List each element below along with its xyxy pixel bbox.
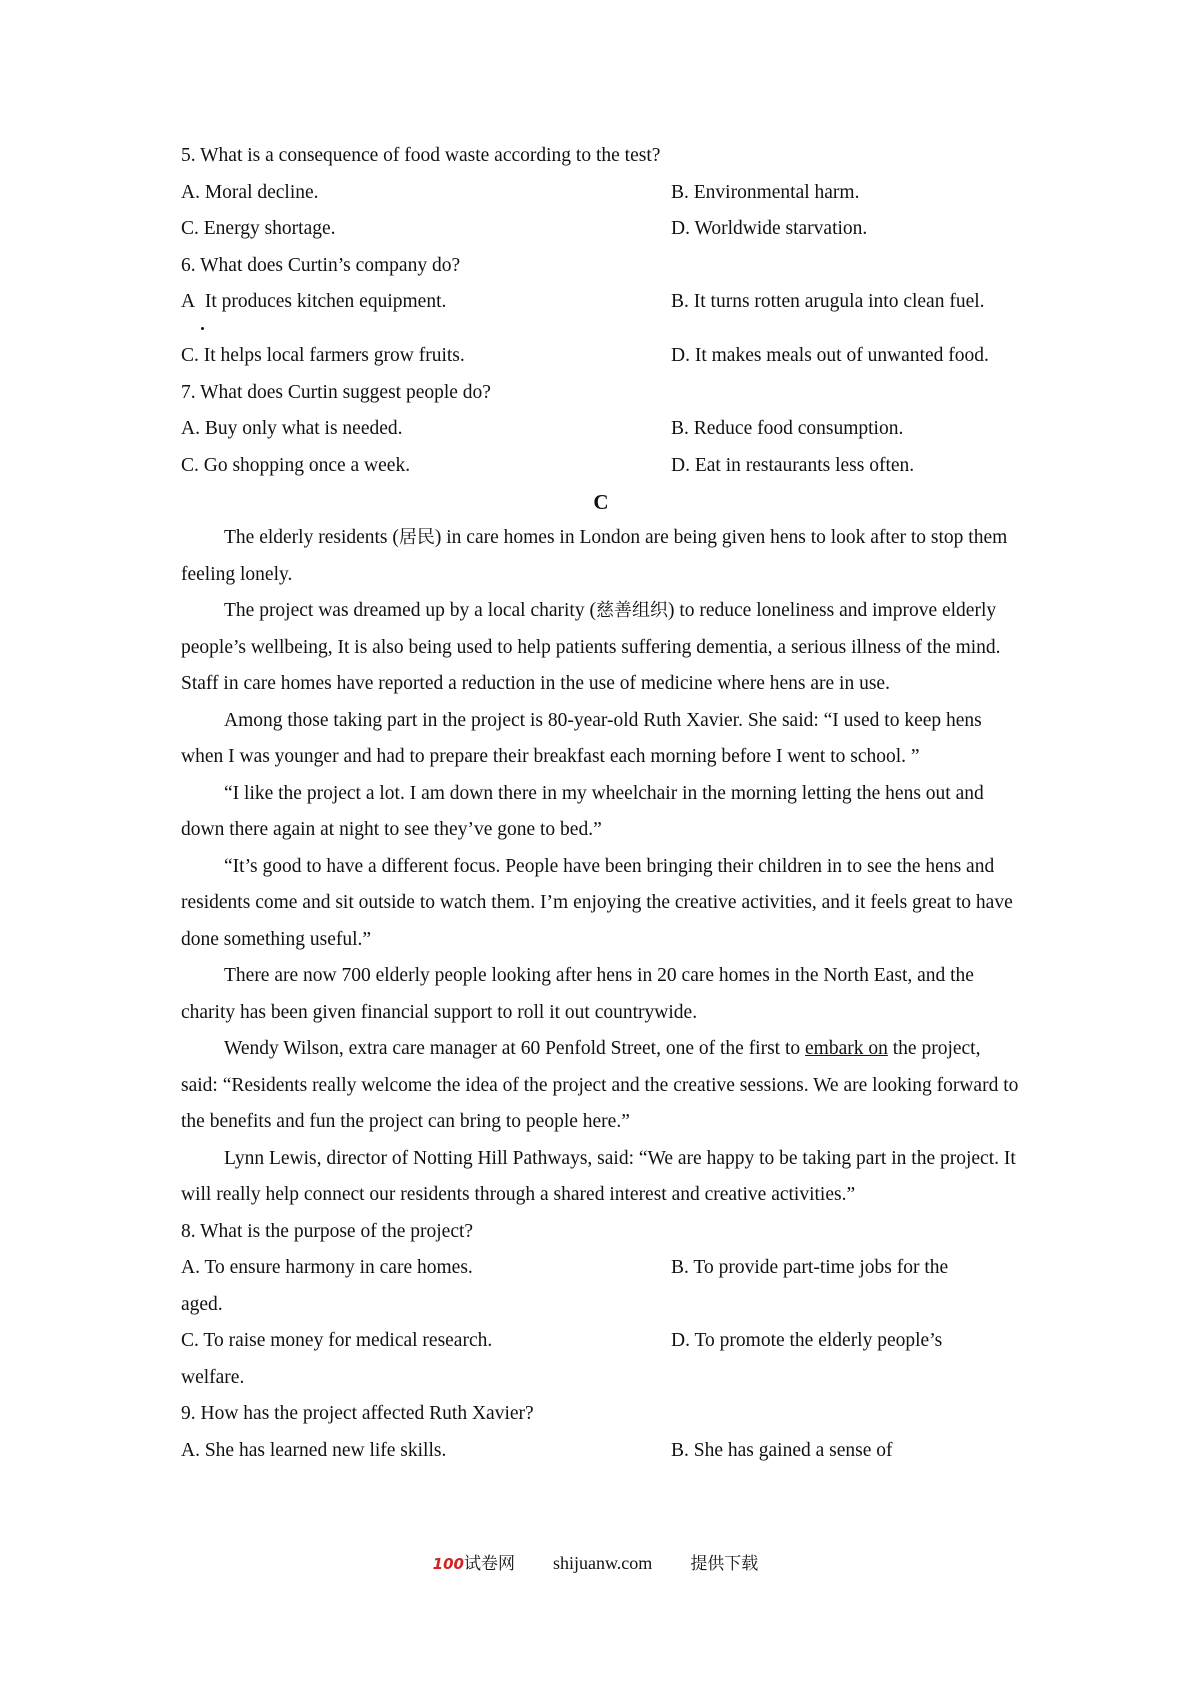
p1-chinese-gloss: 居民 [398,527,435,548]
passage-paragraph-5: “It’s good to have a different focus. People have been bringing their children in to see the hens and residents come and sit outside to watch them. I’m enjoying the creative activities, and it feels great to have done something useful.” [181,855,1013,950]
question-5-options-row-2 [181,211,1021,248]
question-5-option-b: B. Environmental harm. [671,181,860,203]
question-9-stem: 9. How has the project affected Ruth Xavier? [181,1403,534,1424]
question-6-option-c: C. It helps local farmers grow fruits. [181,345,465,366]
question-7-option-a: A. Buy only what is needed. [181,418,403,439]
question-9-option-a: A. She has learned new life skills. [181,1439,447,1461]
question-6-option-d: D. It makes meals out of unwanted food. [671,345,989,366]
question-8-option-c: C. To raise money for medical research. [181,1330,493,1351]
question-5-stem: 5. What is a consequence of food waste according to the test? [181,145,661,166]
question-5-option-a: A. Moral decline. [181,181,319,203]
p2-text-b: ) to reduce loneliness and improve elderly people’s wellbeing, It is also being used to help patients suffering dementia, a serious illness of the mind. Staff in care homes have reported a reduction in the use of medicine where hens are in use. [181,600,1001,694]
site-logo: 100 [432,1555,464,1573]
option-letter-a: A [181,291,196,312]
question-7-options-row-2 [181,448,1021,485]
site-domain: shijuanw.com [552,1553,653,1573]
question-7-option-b: B. Reduce food consumption. [671,418,904,439]
exam-page [181,138,1021,1469]
question-5-option-d: D. Worldwide starvation. [671,218,868,239]
question-9-options-row-1 [181,1433,1021,1470]
download-note: 提供下载 [690,1554,759,1574]
passage-paragraph-4: “I like the project a lot. I am down there in my wheelchair in the morning letting the hens out and down there again at night to see they’ve gone to bed.” [181,782,984,840]
passage-paragraph-6: There are now 700 elderly people looking after hens in 20 care homes in the North East, and the charity has been given financial support to roll it out countrywide. [181,965,974,1023]
p7-text-a: Wendy Wilson, extra care manager at 60 Penfold Street, one of the first to [224,1038,806,1059]
question-6-stem: 6. What does Curtin’s company do? [181,254,461,276]
question-8-option-b: B. To provide part-time jobs for the [671,1257,949,1278]
p7-underlined-phrase: embark on [805,1038,888,1059]
section-heading: C [593,490,609,514]
p7-text-b: the project, said: “Residents really welcome the idea of the project and the creative sessions. We are looking forward to the benefits and fun the project can bring to people here.” [181,1038,1019,1132]
question-8-options-row-1 [181,1250,1021,1287]
p2-text-a: The project was dreamed up by a local charity ( [224,600,596,621]
passage-paragraph-2 [181,593,1021,703]
p1-text-b: ) in care homes in London are being given hens to look after to stop them feeling lonely. [181,527,1008,585]
question-6-options-row-2 [181,338,1021,375]
question-5-options-row-1 [181,175,1021,212]
passage-paragraph-8: Lynn Lewis, director of Notting Hill Pathways, said: “We are happy to be taking part in the project. It will really help connect our residents through a shared interest and creative activities.” [181,1147,1016,1205]
question-6-option-a-text: It produces kitchen equipment. [204,291,447,312]
passage-paragraph-7 [181,1031,1021,1141]
question-7-options-row-1 [181,411,1021,448]
question-9-option-b: B. She has gained a sense of [671,1439,893,1461]
question-8-option-d-wrap: welfare. [181,1366,245,1388]
site-chinese-name: 试卷网 [463,1554,515,1574]
passage-paragraph-3: Among those taking part in the project is 80-year-old Ruth Xavier. She said: “I used to keep hens when I was younger and had to prepare their breakfast each morning before I went to school. ” [181,709,982,767]
p1-text-a: The elderly residents ( [224,527,399,548]
question-6-options-row-1 [181,284,1021,338]
question-5-option-c: C. Energy shortage. [181,218,336,239]
question-7-option-c: C. Go shopping once a week. [181,454,411,476]
question-8-option-d: D. To promote the elderly people’s [671,1330,943,1351]
passage-paragraph-1 [181,520,1021,593]
page-footer [0,1551,1191,1576]
question-6-option-a [181,284,671,338]
question-8-options-row-2 [181,1323,1021,1360]
p2-chinese-gloss: 慈善组织 [595,600,668,621]
question-7-stem: 7. What does Curtin suggest people do? [181,381,491,403]
question-7-option-d: D. Eat in restaurants less often. [671,454,915,476]
question-8-option-a: A. To ensure harmony in care homes. [181,1257,473,1278]
question-8-option-b-wrap: aged. [181,1293,223,1315]
question-8-stem: 8. What is the purpose of the project? [181,1220,474,1242]
question-6-option-b: B. It turns rotten arugula into clean fuel. [671,291,985,312]
